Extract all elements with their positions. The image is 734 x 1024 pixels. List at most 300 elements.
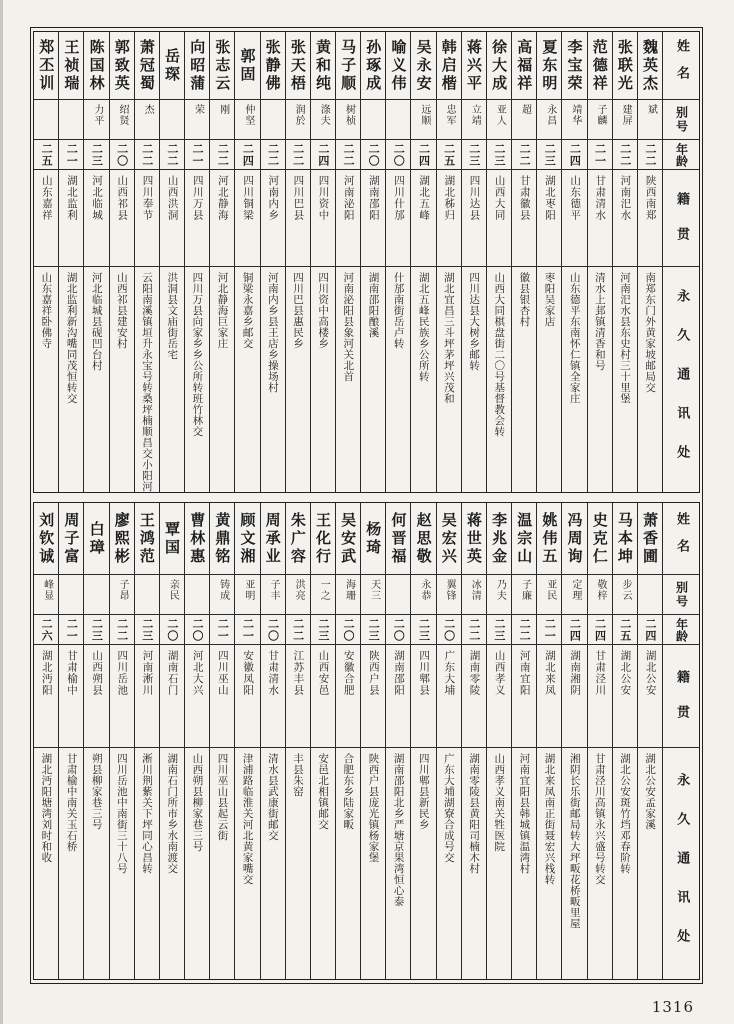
- person-column: [561, 503, 586, 979]
- alias-cell: [185, 100, 209, 140]
- alias-cell: [235, 575, 259, 615]
- address-cell: [210, 267, 234, 492]
- age-text: 二五: [40, 142, 54, 167]
- native-text: 山西祁县: [116, 175, 129, 221]
- age-text: 二四: [643, 617, 657, 642]
- native-text: 四川巴县: [292, 175, 305, 221]
- person-column: [410, 503, 435, 979]
- name-cell: [261, 32, 285, 100]
- native-text: 四川巫山: [216, 650, 229, 696]
- name-cell: [386, 503, 410, 575]
- native-cell: [562, 170, 586, 267]
- age-cell: [135, 140, 159, 170]
- age-cell: [34, 140, 58, 170]
- name-text: 顾文湘: [238, 511, 257, 566]
- name-text: 姚伟五: [540, 511, 559, 566]
- name-cell: [336, 32, 360, 100]
- age-cell: [613, 140, 637, 170]
- alias-cell: [261, 100, 285, 140]
- name-cell: [84, 32, 108, 100]
- alias-text: 亲民: [167, 579, 179, 601]
- address-cell: [411, 748, 435, 979]
- age-text: 二二: [216, 142, 230, 167]
- address-text: 山西孝义南关牲医院: [493, 753, 506, 852]
- address-cell: [286, 267, 310, 492]
- name-cell: [34, 503, 58, 575]
- age-cell: [34, 615, 58, 645]
- native-cell: [34, 170, 58, 267]
- native-cell: [386, 645, 410, 748]
- age-cell: [84, 615, 108, 645]
- person-column: [184, 32, 209, 492]
- alias-text: 亚明: [242, 579, 254, 601]
- name-cell: [210, 32, 234, 100]
- name-cell: [588, 32, 612, 100]
- page-number: 1316: [651, 998, 694, 1016]
- address-text: 四川万县向家乡乡公所转班竹林交: [191, 272, 204, 437]
- alias-text: 翼锋: [444, 579, 456, 601]
- header-alias-text: 别号: [674, 105, 689, 134]
- alias-text: 立靖: [469, 104, 481, 126]
- age-text: 二三: [367, 617, 381, 642]
- header-address-label: [663, 267, 699, 492]
- address-text: 湖北公安孟家溪: [644, 753, 657, 830]
- alias-text: 永恭: [418, 579, 430, 601]
- age-cell: [512, 140, 536, 170]
- name-text: 吴安武: [339, 511, 358, 566]
- alias-cell: [160, 575, 184, 615]
- address-cell: [261, 267, 285, 492]
- header-address-text: 永久通讯处: [674, 773, 690, 968]
- name-text: 萧香圃: [641, 511, 660, 566]
- address-cell: [286, 748, 310, 979]
- age-text: 二二: [618, 142, 632, 167]
- name-text: 孙琢成: [364, 38, 383, 93]
- age-cell: [411, 140, 435, 170]
- header-age-label: [663, 615, 699, 645]
- address-cell: [185, 748, 209, 979]
- age-cell: [386, 615, 410, 645]
- person-column: [410, 32, 435, 492]
- native-cell: [638, 645, 662, 748]
- name-cell: [135, 32, 159, 100]
- address-cell: [512, 748, 536, 979]
- alias-text: 峰显: [41, 579, 53, 601]
- name-cell: [286, 503, 310, 575]
- age-text: 二五: [442, 142, 456, 167]
- person-column: [58, 503, 83, 979]
- age-text: 二二: [341, 142, 355, 167]
- name-text: 徐大成: [490, 38, 509, 93]
- person-column: [385, 503, 410, 979]
- address-cell: [361, 267, 385, 492]
- name-cell: [235, 503, 259, 575]
- person-column: [536, 503, 561, 979]
- native-cell: [84, 645, 108, 748]
- alias-text: 冰清: [469, 579, 481, 601]
- address-cell: [613, 267, 637, 492]
- name-text: 王祯瑞: [62, 38, 81, 93]
- native-text: 湖北枣阳: [543, 175, 556, 221]
- native-cell: [411, 645, 435, 748]
- alias-cell: [210, 100, 234, 140]
- address-cell: [59, 267, 83, 492]
- person-column: [260, 32, 285, 492]
- address-text: 四川达县大树乡邮转: [468, 272, 481, 371]
- age-cell: [462, 615, 486, 645]
- name-text: 张联光: [615, 38, 634, 93]
- alias-cell: [638, 100, 662, 140]
- name-cell: [512, 503, 536, 575]
- native-text: 安徽凤阳: [242, 650, 255, 696]
- native-text: 湖南湘阴: [569, 650, 582, 696]
- address-text: 甘肃泾川高镇永兴盛号转交: [593, 753, 606, 885]
- native-text: 河北大兴: [191, 650, 204, 696]
- native-text: 湖南石门: [166, 650, 179, 696]
- name-text: 周子富: [62, 511, 81, 566]
- age-cell: [210, 140, 234, 170]
- alias-text: 铸成: [217, 579, 229, 601]
- age-cell: [336, 615, 360, 645]
- age-text: 二一: [65, 142, 79, 167]
- name-cell: [110, 32, 134, 100]
- alias-text: 子丰: [267, 579, 279, 601]
- native-cell: [613, 645, 637, 748]
- alias-cell: [84, 575, 108, 615]
- alias-cell: [487, 575, 511, 615]
- person-column: [34, 503, 58, 979]
- native-cell: [361, 170, 385, 267]
- address-text: 山西朔县柳家巷三号: [191, 753, 204, 852]
- person-column: [83, 503, 108, 979]
- address-cell: [311, 748, 335, 979]
- alias-cell: [437, 100, 461, 140]
- age-cell: [210, 615, 234, 645]
- name-text: 李兆金: [490, 511, 509, 566]
- name-text: 刘钦诚: [37, 511, 56, 566]
- age-text: 二三: [492, 142, 506, 167]
- person-column: [461, 32, 486, 492]
- address-cell: [235, 748, 259, 979]
- age-text: 二〇: [392, 617, 406, 642]
- alias-text: 敬梓: [595, 579, 606, 601]
- person-column: [335, 503, 360, 979]
- name-cell: [59, 503, 83, 575]
- name-text: 郭固: [238, 47, 257, 84]
- name-cell: [562, 503, 586, 575]
- age-text: 二二: [165, 142, 179, 167]
- person-column: [360, 503, 385, 979]
- native-text: 山西大同: [493, 175, 506, 221]
- address-cell: [336, 748, 360, 979]
- address-text: 山西祁县建安村: [115, 272, 128, 349]
- address-text: 丰县朱窑: [291, 753, 304, 797]
- header-alias-text: 别号: [674, 580, 689, 609]
- person-column: [461, 503, 486, 979]
- address-text: 徽县银杏村: [518, 272, 531, 327]
- alias-cell: [613, 575, 637, 615]
- alias-text: 乃夫: [494, 579, 506, 601]
- name-cell: [311, 503, 335, 575]
- native-text: 湖北五峰: [418, 175, 431, 221]
- native-cell: [588, 170, 612, 267]
- address-text: 广东大埔湖寮合成号交: [442, 753, 455, 863]
- person-column: [436, 503, 461, 979]
- alias-text: 建屏: [620, 104, 632, 126]
- header-native-label: [663, 645, 699, 748]
- name-cell: [34, 32, 58, 100]
- header-native-text: 籍贯: [674, 192, 690, 262]
- native-text: 四川郫县: [418, 650, 431, 696]
- address-cell: [562, 748, 586, 979]
- native-cell: [110, 645, 134, 748]
- native-cell: [613, 170, 637, 267]
- person-column: [486, 503, 511, 979]
- address-text: 湖北监利新沟嘴同茂恒转交: [65, 272, 78, 404]
- alias-cell: [210, 575, 234, 615]
- address-text: 山西大同棋盘街二〇号基督教会转: [493, 272, 506, 437]
- header-address-text: 永久通讯处: [674, 289, 690, 484]
- person-column: [109, 32, 134, 492]
- name-cell: [462, 32, 486, 100]
- native-text: 江苏丰县: [292, 650, 305, 696]
- age-text: 二五: [618, 617, 632, 642]
- native-cell: [59, 645, 83, 748]
- age-text: 二一: [191, 142, 205, 167]
- native-cell: [411, 170, 435, 267]
- age-text: 二一: [65, 617, 79, 642]
- name-cell: [110, 503, 134, 575]
- name-cell: [311, 32, 335, 100]
- age-text: 二四: [593, 617, 607, 642]
- alias-cell: [386, 575, 410, 615]
- name-text: 陈国林: [87, 38, 106, 93]
- address-text: 清水县武康街邮交: [266, 753, 279, 841]
- address-cell: [311, 267, 335, 492]
- native-cell: [537, 170, 561, 267]
- person-column: [385, 32, 410, 492]
- age-text: 二三: [467, 142, 481, 167]
- directory-table-top: [33, 31, 700, 493]
- name-cell: [487, 503, 511, 575]
- age-cell: [588, 140, 612, 170]
- address-text: 南郑东门外黄家坡邮局交: [644, 272, 657, 393]
- alias-text: 仲坚: [242, 104, 254, 126]
- age-text: 二二: [140, 142, 154, 167]
- alias-cell: [537, 575, 561, 615]
- native-cell: [235, 645, 259, 748]
- address-text: 山东德平东南怀仁镇全家庄: [568, 272, 581, 404]
- age-text: 二二: [266, 142, 280, 167]
- person-column: [209, 503, 234, 979]
- alias-cell: [135, 100, 159, 140]
- native-text: 河北临城: [91, 175, 104, 221]
- header-alias-label: [663, 100, 699, 140]
- age-text: 二二: [115, 617, 129, 642]
- name-text: 杨琦: [364, 520, 383, 557]
- alias-text: 润於: [293, 104, 305, 126]
- person-column: [511, 32, 536, 492]
- name-cell: [261, 503, 285, 575]
- address-cell: [537, 267, 561, 492]
- name-cell: [185, 32, 209, 100]
- name-cell: [588, 503, 612, 575]
- native-cell: [135, 170, 159, 267]
- age-cell: [638, 140, 662, 170]
- alias-text: 刚: [217, 104, 229, 115]
- person-column: [310, 32, 335, 492]
- address-cell: [135, 267, 159, 492]
- alias-text: 忠军: [444, 104, 456, 126]
- alias-text: 海珊: [343, 579, 355, 601]
- person-column: [511, 503, 536, 979]
- address-cell: [411, 267, 435, 492]
- header-age-text: 年龄: [674, 142, 689, 167]
- native-cell: [336, 170, 360, 267]
- age-text: 二〇: [191, 617, 205, 642]
- native-text: 山东嘉祥: [40, 175, 53, 221]
- native-cell: [462, 645, 486, 748]
- address-cell: [261, 748, 285, 979]
- name-cell: [210, 503, 234, 575]
- alias-cell: [512, 575, 536, 615]
- person-column: [536, 32, 561, 492]
- name-cell: [562, 32, 586, 100]
- alias-text: 步云: [620, 579, 632, 601]
- header-age-text: 年龄: [674, 617, 689, 642]
- alias-cell: [462, 575, 486, 615]
- native-text: 山西孝义: [493, 650, 506, 696]
- address-cell: [34, 267, 58, 492]
- alias-cell: [110, 575, 134, 615]
- age-cell: [84, 140, 108, 170]
- name-cell: [336, 503, 360, 575]
- native-text: 河南汜水: [619, 175, 632, 221]
- name-cell: [638, 503, 662, 575]
- name-text: 朱广容: [288, 511, 307, 566]
- name-text: 冯周询: [565, 511, 584, 566]
- age-cell: [235, 140, 259, 170]
- person-column: [159, 32, 184, 492]
- native-cell: [160, 645, 184, 748]
- age-text: 二三: [90, 142, 104, 167]
- native-cell: [311, 645, 335, 748]
- scan-edge: [0, 0, 3, 1024]
- age-text: 二一: [216, 617, 230, 642]
- person-column: [561, 32, 586, 492]
- native-text: 河南宜阳: [518, 650, 531, 696]
- person-column: [109, 503, 134, 979]
- age-cell: [286, 615, 310, 645]
- native-cell: [59, 170, 83, 267]
- address-cell: [361, 748, 385, 979]
- native-cell: [437, 170, 461, 267]
- address-text: 安邑北相镇邮交: [317, 753, 330, 830]
- age-text: 二〇: [266, 617, 280, 642]
- address-text: 湖北来凤南正街聂宏兴栈转: [543, 753, 556, 885]
- alias-text: 天三: [368, 579, 380, 601]
- age-text: 二一: [241, 617, 255, 642]
- person-column: [234, 32, 259, 492]
- name-text: 吴永安: [414, 38, 433, 93]
- age-cell: [411, 615, 435, 645]
- alias-text: 永昌: [544, 104, 556, 126]
- address-text: 四川岳池中南街三十八号: [115, 753, 128, 874]
- age-cell: [110, 140, 134, 170]
- age-text: 二三: [140, 617, 154, 642]
- person-column: [260, 503, 285, 979]
- address-text: 河南泌阳县象河关北首: [342, 272, 355, 382]
- alias-cell: [34, 100, 58, 140]
- person-column: [234, 503, 259, 979]
- age-cell: [361, 615, 385, 645]
- native-cell: [638, 170, 662, 267]
- address-cell: [185, 267, 209, 492]
- alias-cell: [336, 575, 360, 615]
- alias-cell: [361, 100, 385, 140]
- address-cell: [638, 267, 662, 492]
- person-column: [436, 32, 461, 492]
- native-cell: [311, 170, 335, 267]
- name-text: 史克仁: [590, 511, 609, 566]
- person-column: [285, 503, 310, 979]
- age-text: 二四: [568, 617, 582, 642]
- native-cell: [361, 645, 385, 748]
- name-cell: [84, 503, 108, 575]
- age-text: 二四: [241, 142, 255, 167]
- address-text: 河南宜阳县韩城镇温湾村: [518, 753, 531, 874]
- alias-cell: [562, 575, 586, 615]
- person-column: [637, 503, 662, 979]
- age-cell: [160, 615, 184, 645]
- age-text: 二二: [518, 142, 532, 167]
- address-cell: [110, 748, 134, 979]
- address-text: 四川巴县惠民乡: [291, 272, 304, 349]
- native-text: 山西朔县: [91, 650, 104, 696]
- header-native-label: [663, 170, 699, 267]
- alias-cell: [286, 100, 310, 140]
- address-cell: [638, 748, 662, 979]
- native-cell: [135, 645, 159, 748]
- name-cell: [487, 32, 511, 100]
- name-text: 魏英杰: [641, 38, 660, 93]
- age-cell: [59, 140, 83, 170]
- native-text: 安徽合肥: [342, 650, 355, 696]
- person-column: [612, 32, 637, 492]
- name-text: 马子顺: [339, 38, 358, 93]
- alias-cell: [59, 575, 83, 615]
- native-text: 四川资中: [317, 175, 330, 221]
- address-text: 什邡南街岳卢转: [392, 272, 405, 349]
- address-cell: [462, 748, 486, 979]
- age-cell: [386, 140, 410, 170]
- native-text: 湖南零陵: [468, 650, 481, 696]
- name-text: 周承业: [263, 511, 282, 566]
- age-cell: [487, 615, 511, 645]
- header-column: [662, 32, 699, 492]
- native-text: 四川铜梁: [242, 175, 255, 221]
- name-text: 蒋世英: [464, 511, 483, 566]
- alias-cell: [110, 100, 134, 140]
- address-text: 洪洞县文庙街岳宅: [166, 272, 179, 360]
- alias-cell: [84, 100, 108, 140]
- native-text: 湖北监利: [65, 175, 78, 221]
- age-text: 二〇: [341, 617, 355, 642]
- name-cell: [411, 503, 435, 575]
- alias-cell: [361, 575, 385, 615]
- name-text: 曹林惠: [188, 511, 207, 566]
- address-cell: [462, 267, 486, 492]
